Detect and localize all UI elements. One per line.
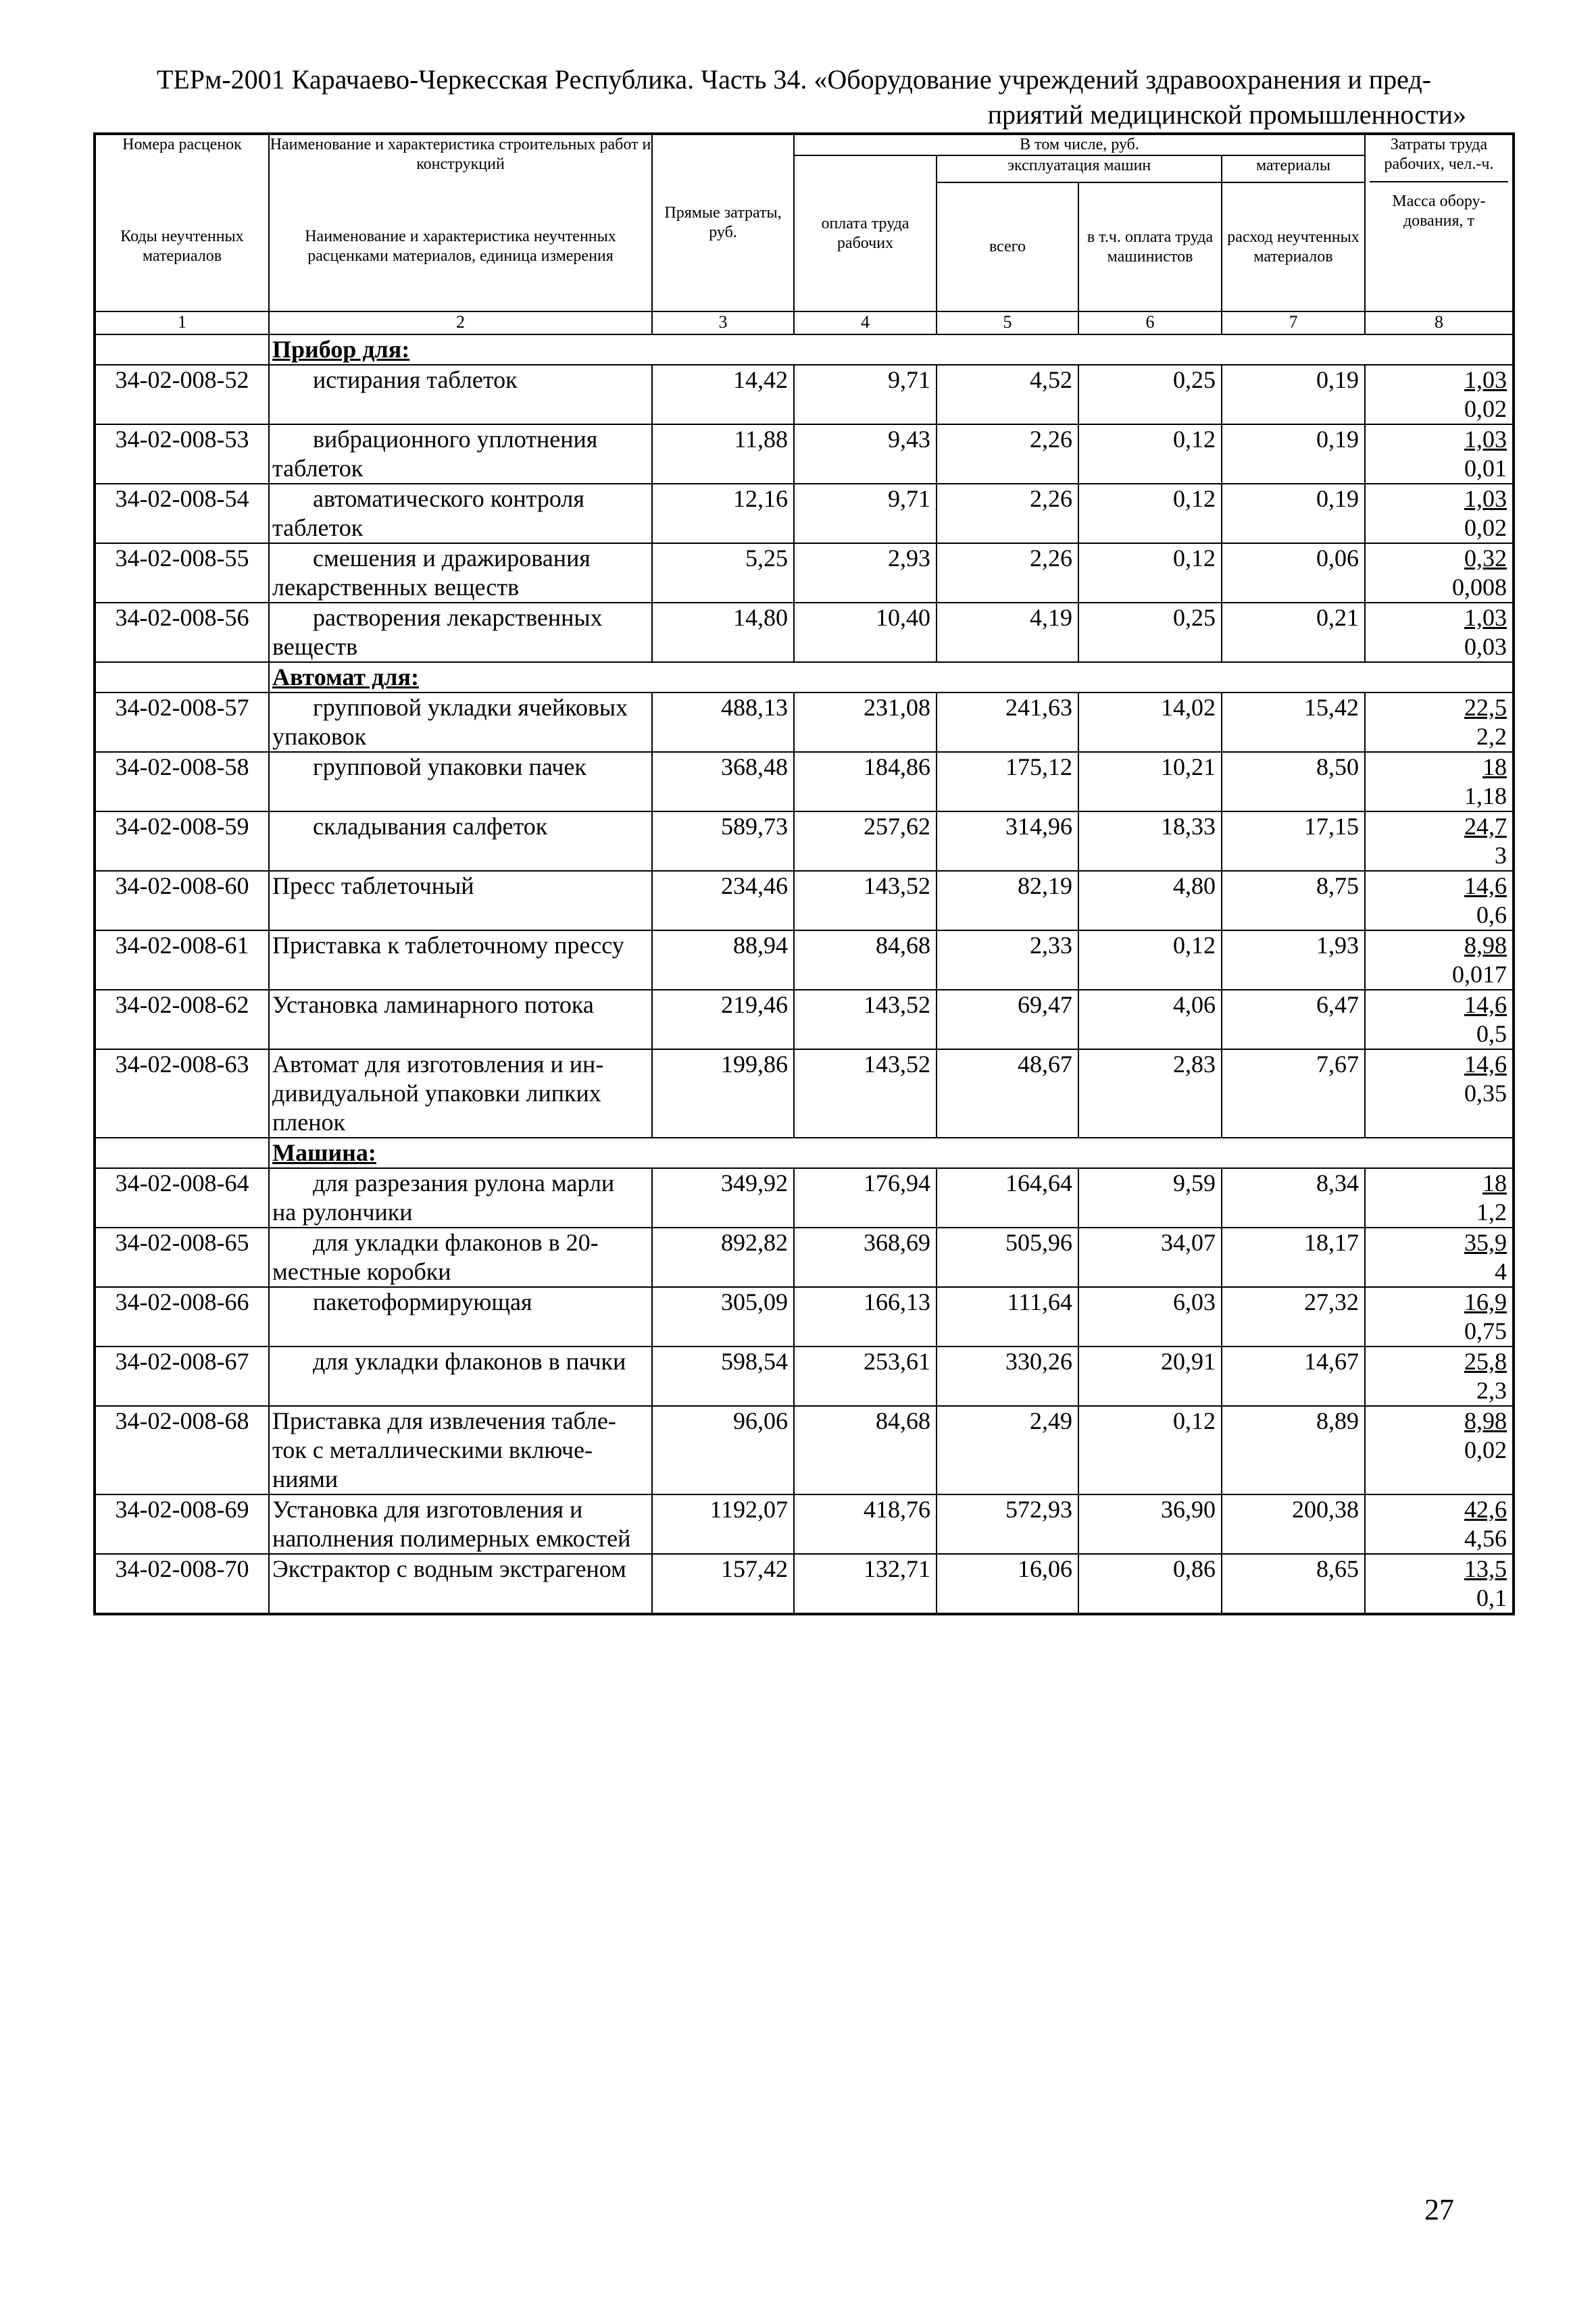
rate-name [269,1168,652,1228]
table-row [95,1494,1514,1554]
page-title [122,62,1466,132]
value-wages: 143,52 [794,990,937,1049]
rate-code: 34-02-008-66 [95,1287,269,1347]
equipment-mass-value: 0,6 [1476,901,1507,928]
labor-costs-value: 16,9 [1464,1288,1507,1315]
header-labor-costs: Затраты труда рабочих, чел.-ч. [1370,135,1508,182]
value-direct: 349,92 [652,1168,794,1228]
value-materials: 18,17 [1222,1228,1365,1287]
rate-code: 34-02-008-64 [95,1168,269,1228]
rate-name-line: пакетоформирующая [313,1288,532,1315]
value-wages: 9,43 [794,424,937,484]
rate-name-line: Установка для изготовления и [272,1496,583,1523]
rate-name [269,1406,652,1494]
group-title: Автомат для: [272,663,419,690]
value-mach-wages: 0,86 [1078,1554,1222,1614]
rate-name-line: для укладки флаконов в 20- [313,1229,599,1256]
value-mach-total: 572,93 [937,1494,1078,1554]
header-unaccounted-names: Наименование и характеристика неучтенных расценками материалов, единица измерения [269,182,652,311]
header-operator-wages: в т.ч. оплата труда машинистов [1078,182,1222,311]
table-row [95,484,1514,543]
labor-costs-value: 1,03 [1464,485,1507,512]
value-mach-wages: 0,12 [1078,543,1222,603]
value-materials: 1,93 [1222,930,1365,990]
labor-costs-value: 1,03 [1464,366,1507,393]
value-materials: 0,19 [1222,424,1365,484]
value-mach-wages: 10,21 [1078,752,1222,811]
rate-name-line: таблеток [272,514,364,541]
value-mach-wages: 36,90 [1078,1494,1222,1554]
rate-name [269,871,652,930]
value-mach-wages: 34,07 [1078,1228,1222,1287]
labor-mass-cell [1365,693,1514,752]
value-mach-total: 164,64 [937,1168,1078,1228]
value-wages: 253,61 [794,1347,937,1406]
table-row [95,543,1514,603]
equipment-mass-value: 0,75 [1464,1317,1507,1344]
group-title-cell [269,662,1514,693]
rate-name [269,752,652,811]
rate-name [269,1494,652,1554]
rate-name [269,930,652,990]
value-mach-total: 505,96 [937,1228,1078,1287]
value-mach-total: 111,64 [937,1287,1078,1347]
rate-code: 34-02-008-70 [95,1554,269,1614]
column-number: 5 [937,311,1078,334]
labor-mass-cell [1365,1168,1514,1228]
value-wages: 2,93 [794,543,937,603]
labor-costs-value: 0,32 [1464,545,1507,572]
value-mach-total: 2,33 [937,930,1078,990]
group-title: Машина: [272,1139,376,1166]
rate-code: 34-02-008-56 [95,603,269,662]
value-mach-total: 2,26 [937,543,1078,603]
value-direct: 1192,07 [652,1494,794,1554]
labor-mass-cell [1365,543,1514,603]
labor-mass-cell [1365,484,1514,543]
table-row [95,1287,1514,1347]
value-mach-total: 4,19 [937,603,1078,662]
labor-costs-value: 14,6 [1464,991,1507,1018]
column-number: 8 [1365,311,1514,334]
labor-mass-cell [1365,1347,1514,1406]
value-wages: 9,71 [794,365,937,424]
value-mach-wages: 6,03 [1078,1287,1222,1347]
rate-name [269,1287,652,1347]
page-number: 27 [1424,2193,1454,2226]
rate-name [269,1347,652,1406]
value-mach-wages: 18,33 [1078,811,1222,871]
value-wages: 9,71 [794,484,937,543]
title-line-1: ТЕРм-2001 Карачаево-Черкесская Республика. Часть 34. «Оборудование учреждений здравоохранения и пред- [156,64,1432,95]
labor-mass-cell [1365,603,1514,662]
table-body [95,334,1514,1614]
rate-code: 34-02-008-59 [95,811,269,871]
value-direct: 892,82 [652,1228,794,1287]
rate-name [269,543,652,603]
header-materials: материалы [1222,155,1365,182]
group-row [95,662,1514,693]
equipment-mass-value: 4,56 [1464,1525,1507,1552]
value-materials: 200,38 [1222,1494,1365,1554]
rate-name-line: таблеток [272,455,364,482]
value-direct: 14,42 [652,365,794,424]
rate-code: 34-02-008-69 [95,1494,269,1554]
value-materials: 7,67 [1222,1049,1365,1138]
value-materials: 8,89 [1222,1406,1365,1494]
rate-code: 34-02-008-63 [95,1049,269,1138]
value-wages: 184,86 [794,752,937,811]
title-line-2: приятий медицинской промышленности» [987,99,1466,130]
labor-costs-value: 42,6 [1464,1496,1507,1523]
value-materials: 0,19 [1222,365,1365,424]
value-mach-total: 314,96 [937,811,1078,871]
table-row [95,752,1514,811]
value-mach-wages: 0,25 [1078,365,1222,424]
value-direct: 11,88 [652,424,794,484]
equipment-mass-value: 0,5 [1476,1020,1507,1047]
value-mach-wages: 14,02 [1078,693,1222,752]
table-row [95,603,1514,662]
value-mach-wages: 0,12 [1078,930,1222,990]
value-mach-wages: 0,12 [1078,484,1222,543]
value-direct: 96,06 [652,1406,794,1494]
rate-code: 34-02-008-65 [95,1228,269,1287]
labor-mass-cell [1365,365,1514,424]
group-title-cell [269,1138,1514,1168]
equipment-mass-value: 1,2 [1476,1199,1507,1226]
rate-name [269,1228,652,1287]
labor-mass-cell [1365,930,1514,990]
labor-costs-value: 8,98 [1464,1407,1507,1434]
value-mach-total: 175,12 [937,752,1078,811]
group-code-cell [95,334,269,365]
value-direct: 234,46 [652,871,794,930]
value-mach-wages: 4,06 [1078,990,1222,1049]
value-mach-wages: 0,25 [1078,603,1222,662]
labor-mass-cell [1365,1494,1514,1554]
value-wages: 84,68 [794,1406,937,1494]
rate-code: 34-02-008-55 [95,543,269,603]
value-materials: 0,19 [1222,484,1365,543]
header-unaccounted-codes: Коды неучтенных материалов [95,182,269,311]
table-row [95,1406,1514,1494]
value-mach-wages: 4,80 [1078,871,1222,930]
labor-costs-value: 35,9 [1464,1229,1507,1256]
labor-costs-value: 14,6 [1464,872,1507,899]
rate-code: 34-02-008-54 [95,484,269,543]
labor-mass-cell [1365,1049,1514,1138]
rate-code: 34-02-008-68 [95,1406,269,1494]
rate-name-line: лекарственных веществ [272,574,520,601]
labor-costs-value: 8,98 [1464,932,1507,959]
column-number: 4 [794,311,937,334]
value-wages: 132,71 [794,1554,937,1614]
header-machine-operation: эксплуатация машин [937,155,1222,182]
value-direct: 598,54 [652,1347,794,1406]
rate-name-line: Приставка к таблеточному прессу [272,932,624,959]
value-wages: 143,52 [794,1049,937,1138]
rate-code: 34-02-008-60 [95,871,269,930]
rate-code: 34-02-008-61 [95,930,269,990]
value-mach-wages: 20,91 [1078,1347,1222,1406]
value-direct: 589,73 [652,811,794,871]
equipment-mass-value: 0,008 [1452,574,1507,601]
rate-name-line: Приставка для извлечения табле- [272,1407,616,1434]
table-row [95,930,1514,990]
rate-name-line: веществ [272,633,358,660]
rate-name-line: дивидуальной упаковки липких [272,1080,601,1107]
header-direct-costs: Прямые затраты, руб. [652,134,794,311]
rate-name-line: Установка ламинарного потока [272,991,594,1018]
group-code-cell [95,662,269,693]
value-direct: 488,13 [652,693,794,752]
labor-costs-value: 18 [1482,1169,1507,1197]
rate-name-line: пленок [272,1109,345,1136]
rate-name [269,693,652,752]
column-number: 6 [1078,311,1222,334]
labor-mass-cell [1365,871,1514,930]
labor-mass-cell [1365,811,1514,871]
rate-name [269,424,652,484]
header-machine-total: всего [937,182,1078,311]
value-mach-total: 330,26 [937,1347,1078,1406]
labor-costs-value: 25,8 [1464,1348,1507,1375]
value-mach-total: 2,26 [937,484,1078,543]
rate-name [269,990,652,1049]
group-title: Прибор для: [272,336,410,363]
rate-name-line: истирания таблеток [313,366,518,393]
rate-name-line: складывания салфеток [313,813,548,840]
labor-mass-cell [1365,424,1514,484]
rate-name-line: автоматического контроля [313,485,584,512]
rate-name-line: для укладки флаконов в пачки [313,1348,626,1375]
value-wages: 166,13 [794,1287,937,1347]
header-work-name: Наименование и характеристика строительных работ и конструкций [269,134,652,182]
value-materials: 8,75 [1222,871,1365,930]
value-wages: 176,94 [794,1168,937,1228]
value-direct: 88,94 [652,930,794,990]
value-wages: 368,69 [794,1228,937,1287]
value-mach-total: 2,26 [937,424,1078,484]
rate-code: 34-02-008-62 [95,990,269,1049]
rate-name-line: вибрационного уплотнения [313,426,598,453]
equipment-mass-value: 4 [1495,1258,1507,1285]
header-labor-mass [1365,134,1514,311]
value-materials: 15,42 [1222,693,1365,752]
labor-costs-value: 24,7 [1464,813,1507,840]
labor-mass-cell [1365,752,1514,811]
rate-name-line: Пресс таблеточный [272,872,474,899]
value-materials: 14,67 [1222,1347,1365,1406]
value-materials: 8,34 [1222,1168,1365,1228]
rate-name-line: ток с металлическими включе- [272,1436,593,1463]
labor-costs-value: 14,6 [1464,1051,1507,1078]
rate-name-line: растворения лекарственных [313,604,603,631]
header-worker-wages: оплата труда рабочих [794,155,937,311]
equipment-mass-value: 3 [1495,842,1507,869]
rate-name-line: наполнения полимерных емкостей [272,1525,631,1552]
group-row [95,334,1514,365]
table-row [95,1554,1514,1614]
equipment-mass-value: 0,02 [1464,395,1507,422]
equipment-mass-value: 0,35 [1464,1080,1507,1107]
table-header [95,134,1514,334]
header-rate-numbers: Номера расценок [95,134,269,182]
value-wages: 231,08 [794,693,937,752]
value-direct: 14,80 [652,603,794,662]
header-equipment-mass: Масса обору-дования, т [1392,193,1486,230]
labor-costs-value: 18 [1482,753,1507,780]
value-direct: 157,42 [652,1554,794,1614]
column-number: 2 [269,311,652,334]
rate-code: 34-02-008-52 [95,365,269,424]
value-materials: 17,15 [1222,811,1365,871]
table-row [95,1049,1514,1138]
value-mach-total: 69,47 [937,990,1078,1049]
equipment-mass-value: 0,03 [1464,633,1507,660]
value-mach-wages: 9,59 [1078,1168,1222,1228]
labor-costs-value: 1,03 [1464,604,1507,631]
equipment-mass-value: 0,017 [1452,961,1507,988]
group-code-cell [95,1138,269,1168]
value-mach-total: 241,63 [937,693,1078,752]
rate-code: 34-02-008-58 [95,752,269,811]
column-numbers-row [95,311,1514,334]
table-row [95,365,1514,424]
rate-name [269,1554,652,1614]
rate-name [269,484,652,543]
value-mach-wages: 0,12 [1078,1406,1222,1494]
value-mach-total: 16,06 [937,1554,1078,1614]
value-direct: 12,16 [652,484,794,543]
rates-table [93,132,1515,1615]
table-row [95,871,1514,930]
value-mach-total: 2,49 [937,1406,1078,1494]
header-including: В том числе, руб. [794,134,1365,155]
value-mach-total: 4,52 [937,365,1078,424]
equipment-mass-value: 2,3 [1476,1377,1507,1404]
rate-name-line: упаковок [272,723,367,750]
equipment-mass-value: 0,02 [1464,1436,1507,1463]
value-direct: 305,09 [652,1287,794,1347]
equipment-mass-value: 0,01 [1464,455,1507,482]
value-materials: 0,21 [1222,603,1365,662]
value-direct: 368,48 [652,752,794,811]
rate-name-line: групповой укладки ячейковых [313,694,628,721]
table-row [95,811,1514,871]
rate-name [269,365,652,424]
value-materials: 0,06 [1222,543,1365,603]
rate-name-line: Автомат для изготовления и ин- [272,1051,604,1078]
value-wages: 257,62 [794,811,937,871]
labor-costs-value: 22,5 [1464,694,1507,721]
rate-code: 34-02-008-53 [95,424,269,484]
rate-name [269,811,652,871]
rate-name-line: Экстрактор с водным экстрагеном [272,1555,626,1582]
labor-mass-cell [1365,1287,1514,1347]
value-materials: 8,50 [1222,752,1365,811]
rate-name-line: ниями [272,1465,339,1492]
table-row [95,1168,1514,1228]
rate-code: 34-02-008-57 [95,693,269,752]
value-materials: 8,65 [1222,1554,1365,1614]
value-mach-wages: 0,12 [1078,424,1222,484]
value-mach-total: 82,19 [937,871,1078,930]
equipment-mass-value: 0,02 [1464,514,1507,541]
value-wages: 418,76 [794,1494,937,1554]
table-row [95,693,1514,752]
value-materials: 27,32 [1222,1287,1365,1347]
value-direct: 219,46 [652,990,794,1049]
value-materials: 6,47 [1222,990,1365,1049]
rate-name-line: местные коробки [272,1258,451,1285]
labor-mass-cell [1365,1406,1514,1494]
rate-name [269,603,652,662]
rate-name-line: для разрезания рулона марли [313,1169,615,1197]
value-wages: 10,40 [794,603,937,662]
value-mach-total: 48,67 [937,1049,1078,1138]
value-direct: 199,86 [652,1049,794,1138]
table-row [95,1228,1514,1287]
equipment-mass-value: 0,1 [1476,1584,1507,1611]
value-wages: 84,68 [794,930,937,990]
labor-costs-value: 13,5 [1464,1555,1507,1582]
labor-mass-cell [1365,1554,1514,1614]
column-number: 3 [652,311,794,334]
table-row [95,424,1514,484]
labor-costs-value: 1,03 [1464,426,1507,453]
equipment-mass-value: 1,18 [1464,782,1507,809]
group-title-cell [269,334,1514,365]
rate-name-line: групповой упаковки пачек [313,753,587,780]
rate-name-line: на рулончики [272,1199,413,1226]
group-row [95,1138,1514,1168]
rate-name-line: смешения и дражирования [313,545,591,572]
column-number: 7 [1222,311,1365,334]
labor-mass-cell [1365,990,1514,1049]
equipment-mass-value: 2,2 [1476,723,1507,750]
value-mach-wages: 2,83 [1078,1049,1222,1138]
rate-code: 34-02-008-67 [95,1347,269,1406]
column-number: 1 [95,311,269,334]
table-row [95,990,1514,1049]
table-row [95,1347,1514,1406]
header-unaccounted-materials: расход неучтенных материалов [1222,182,1365,311]
value-wages: 143,52 [794,871,937,930]
labor-mass-cell [1365,1228,1514,1287]
value-direct: 5,25 [652,543,794,603]
rate-name [269,1049,652,1138]
